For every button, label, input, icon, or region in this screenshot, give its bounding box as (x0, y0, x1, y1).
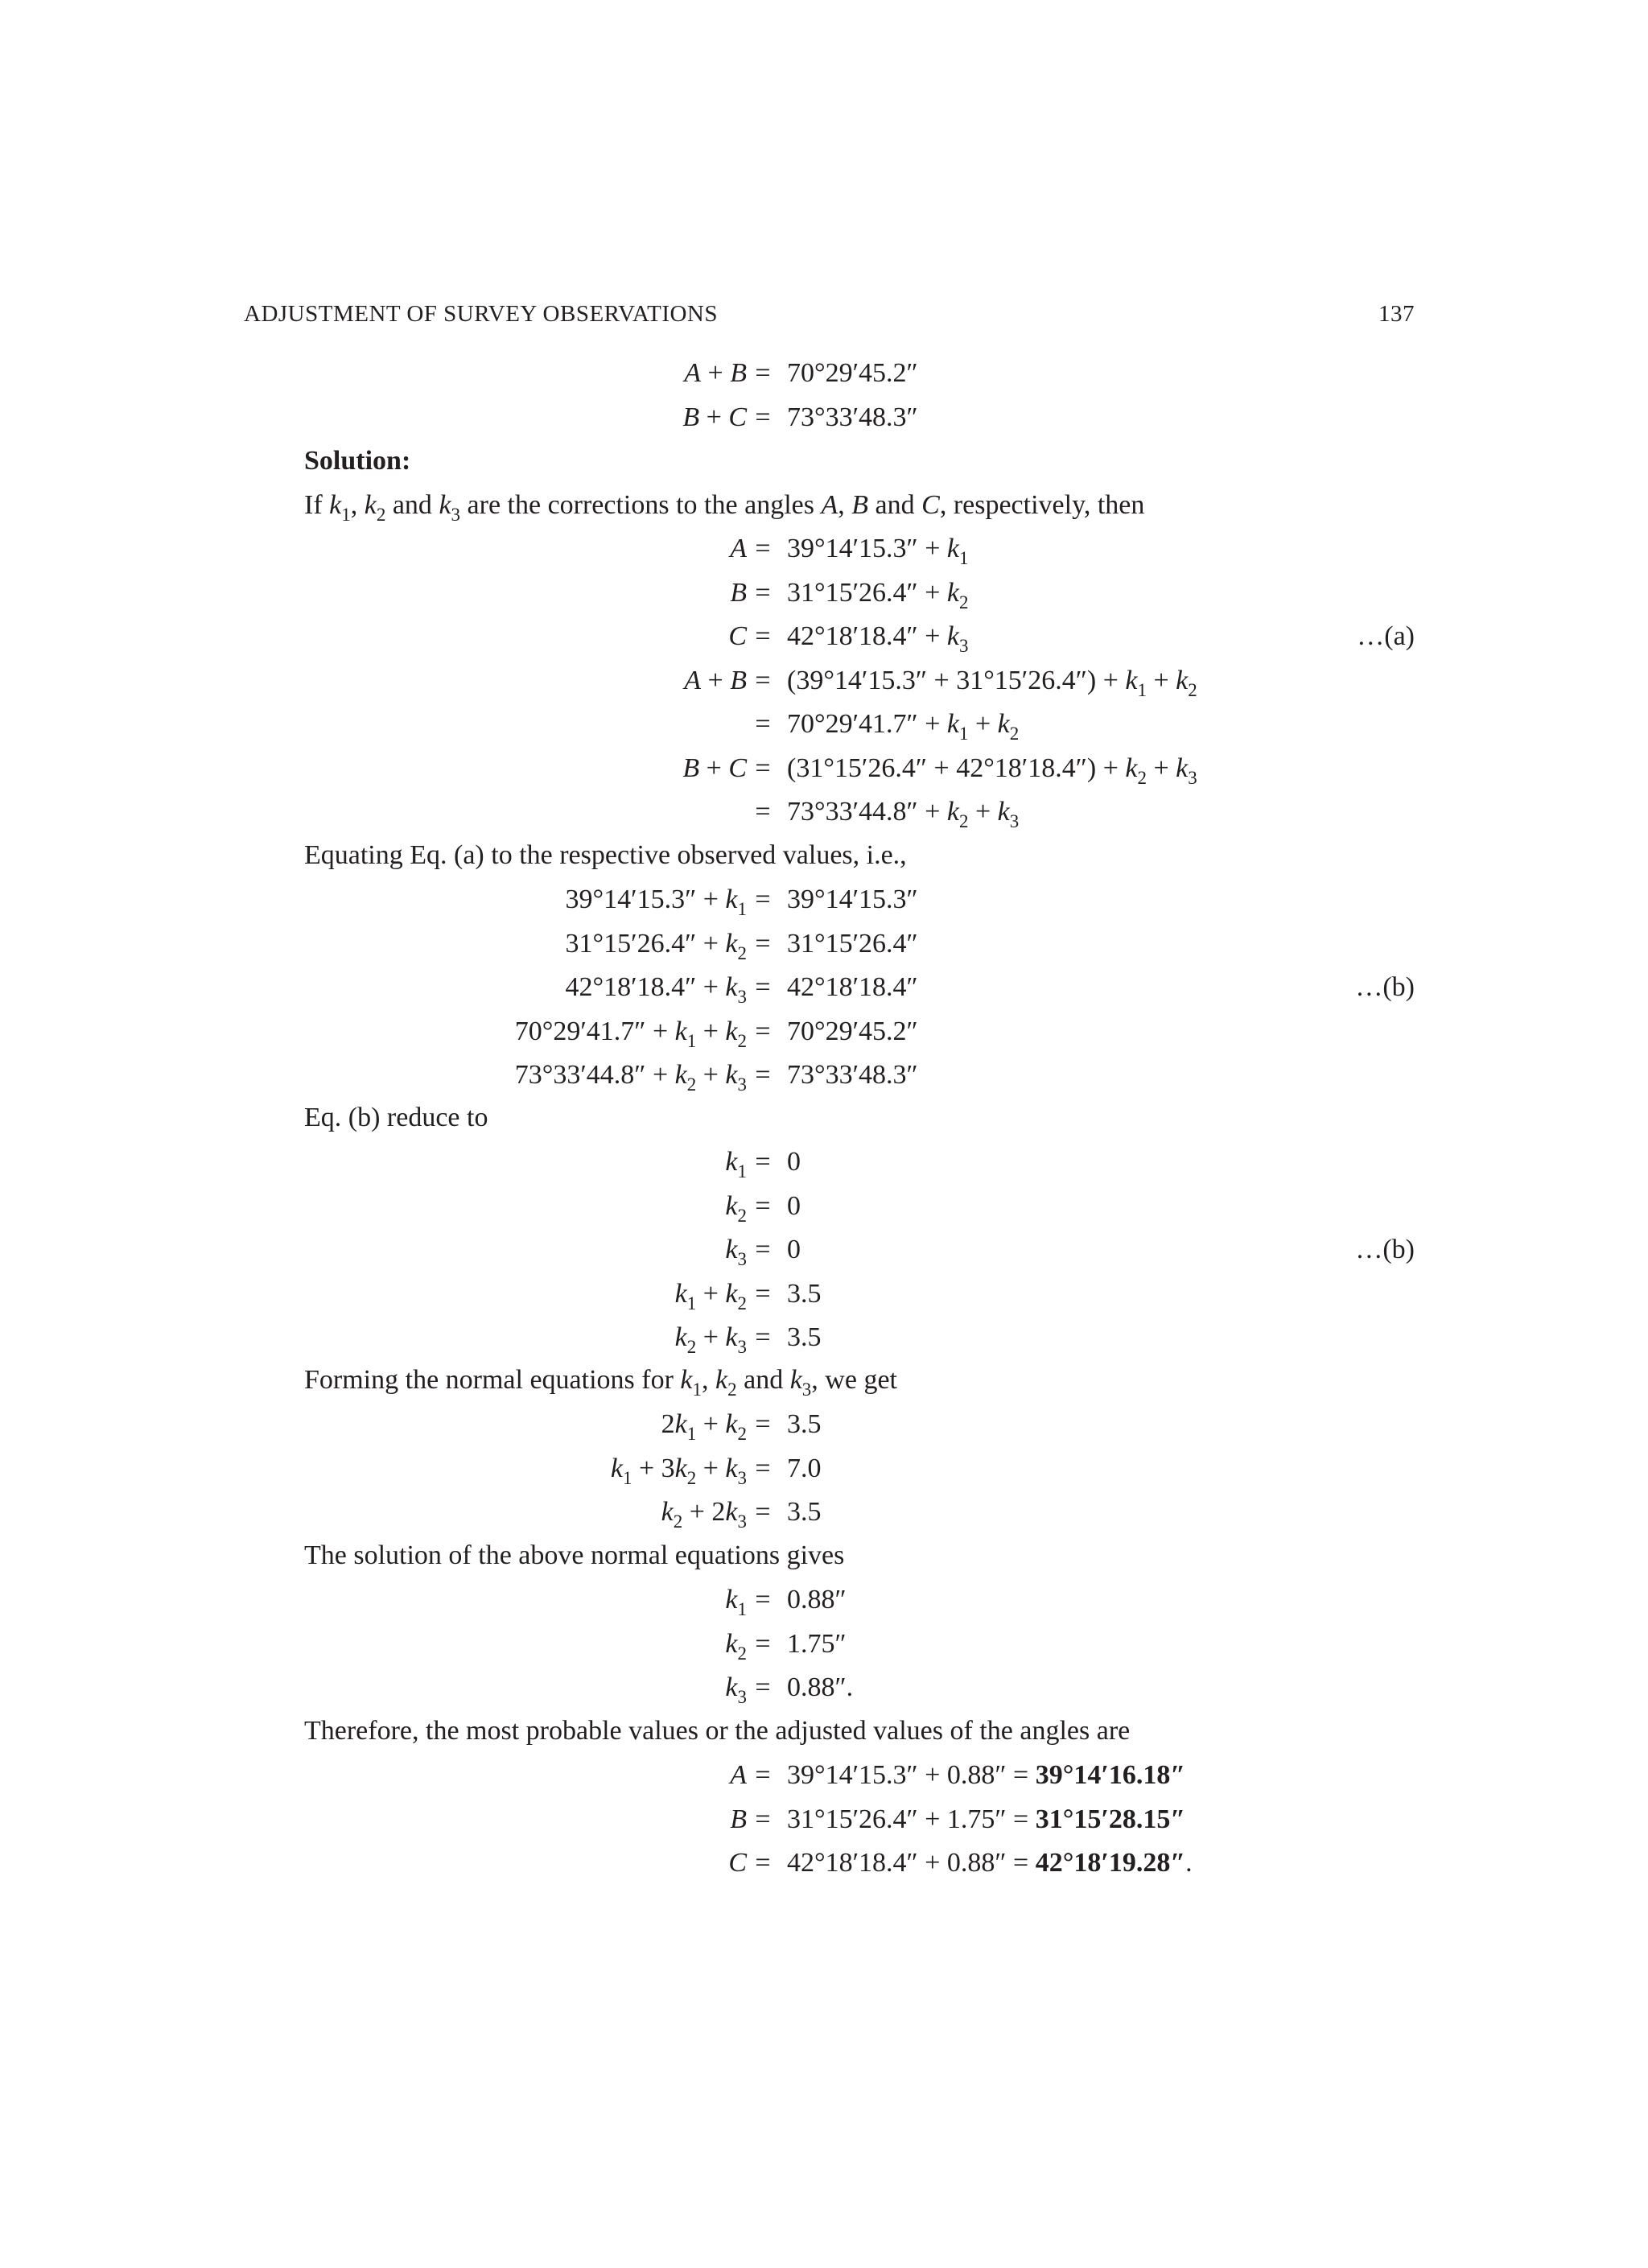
equals-sign: = (755, 1409, 771, 1439)
equals-sign: = (755, 1848, 771, 1878)
equals-sign: = (755, 1672, 771, 1702)
equation-tag: …(a) (1357, 621, 1415, 651)
equation-lhs: $k_3$ (725, 1235, 747, 1269)
equation-lhs: $k_3$ (725, 1672, 747, 1707)
equals-sign: = (755, 1235, 771, 1264)
equation-lhs: B (730, 577, 747, 608)
equals-sign: = (755, 972, 771, 1002)
equals-sign: = (755, 928, 771, 959)
equation-rhs: 31°15′26.4″ (787, 928, 918, 959)
equation-rhs: 42°18′18.4″ (787, 972, 918, 1002)
equation-rhs: 0.88″ (787, 1585, 847, 1614)
equals-sign: = (755, 1760, 771, 1790)
equation-tag: …(b) (1355, 1235, 1415, 1264)
solution-heading: Solution: (304, 446, 411, 476)
solution-paragraph: The solution of the above normal equations gives (304, 1540, 845, 1570)
normal-equations-paragraph: Forming the normal equations for $k_1$, $k_2$ and $k_3$, we get (304, 1365, 897, 1400)
equation-rhs: 3.5 (787, 1322, 822, 1352)
equals-sign: = (755, 1453, 771, 1483)
page-number: 137 (1378, 301, 1415, 327)
equals-sign: = (755, 577, 771, 608)
equation-lhs: $k_2$ (725, 1190, 747, 1226)
equals-sign: = (755, 1804, 771, 1834)
equation-rhs: 1.75″ (787, 1628, 847, 1659)
equals-sign: = (755, 1016, 771, 1046)
equation-tag: …(b) (1355, 972, 1415, 1002)
equation-lhs: B (730, 1804, 747, 1834)
equation-lhs: $39^\circ 14'15.3'' + k_1$ (565, 885, 747, 919)
equation-rhs: 3.5 (787, 1278, 822, 1309)
equals-sign: = (755, 358, 771, 388)
equation-rhs: 0 (787, 1235, 801, 1264)
equation-rhs: $39^\circ 14'15.3'' + k_1$ (787, 534, 969, 568)
equation-lhs: A + B (684, 665, 747, 695)
therefore-paragraph: Therefore, the most probable values or the adjusted values of the angles are (304, 1716, 1131, 1746)
equation-rhs: 3.5 (787, 1409, 822, 1439)
equals-sign: = (755, 1322, 771, 1352)
equation-rhs: $70^\circ 29'41.7'' + k_1 + k_2$ (787, 709, 1020, 744)
equation-lhs: $k_1$ (725, 1147, 747, 1181)
adjusted-value: 39°14′16.18″ (1035, 1760, 1186, 1790)
equation-lhs: $2k_1 + k_2$ (661, 1409, 747, 1444)
equals-sign: = (755, 1060, 771, 1090)
equals-sign: = (755, 1585, 771, 1614)
equals-sign: = (755, 1147, 771, 1177)
equation-rhs: 70°29′45.2″ (787, 1016, 918, 1046)
equation-rhs: 0 (787, 1147, 801, 1177)
equation-rhs: 70°29′45.2″ (787, 358, 918, 388)
equation-lhs: $70^\circ 29'41.7'' + k_1 + k_2$ (514, 1016, 747, 1051)
equation-rhs: $31^\circ 15'26.4'' + k_2$ (787, 577, 969, 612)
equation-rhs: 42°18′18.4″ + 0.88″ = 42°18′19.28″. (787, 1848, 1193, 1878)
equation-lhs: $31^\circ 15'26.4'' + k_2$ (565, 928, 747, 963)
equals-sign: = (755, 753, 771, 783)
equals-sign: = (755, 1190, 771, 1221)
equation-lhs: C (728, 621, 747, 651)
equals-sign: = (755, 797, 771, 827)
equals-sign: = (755, 1497, 771, 1527)
equation-lhs: $k_2 + 2k_3$ (661, 1497, 747, 1532)
adjusted-value: 42°18′19.28″ (1035, 1848, 1186, 1878)
running-title: ADJUSTMENT OF SURVEY OBSERVATIONS (244, 301, 718, 327)
equation-rhs: 73°33′48.3″ (787, 402, 918, 432)
reduce-paragraph: Eq. (b) reduce to (304, 1103, 488, 1132)
equation-rhs: 73°33′48.3″ (787, 1060, 918, 1090)
equation-lhs: $73^\circ 33'44.8'' + k_2 + k_3$ (514, 1060, 747, 1095)
adjusted-value: 31°15′28.15″ (1035, 1804, 1186, 1834)
equation-rhs: 31°15′26.4″ + 1.75″ = 31°15′28.15″ (787, 1804, 1186, 1834)
equals-sign: = (755, 665, 771, 695)
equation-lhs: A + B (684, 358, 747, 388)
equation-rhs: 0 (787, 1190, 801, 1221)
equation-lhs: $42^\circ 18'18.4'' + k_3$ (565, 972, 747, 1007)
equation-lhs: A (730, 1760, 747, 1790)
equation-rhs: $73^\circ 33'44.8'' + k_2 + k_3$ (787, 797, 1020, 831)
intro-paragraph: If $k_1$, $k_2$ and $k_3$ are the corrections to the angles A, B and C, respectively, then (304, 490, 1145, 525)
equation-lhs: $k_1 + 3k_2 + k_3$ (610, 1453, 747, 1488)
equation-lhs: B + C (682, 402, 747, 432)
equation-rhs: $(31^\circ 15'26.4'' + 42^\circ 18'18.4'') + k_2 + k_3$ (787, 753, 1197, 788)
equation-rhs: 39°14′15.3″ (787, 885, 918, 914)
equals-sign: = (755, 709, 771, 739)
equation-rhs: 3.5 (787, 1497, 822, 1527)
equals-sign: = (755, 885, 771, 914)
equals-sign: = (755, 1628, 771, 1659)
equating-paragraph: Equating Eq. (a) to the respective observed values, i.e., (304, 840, 907, 870)
equation-lhs: $k_2 + k_3$ (674, 1322, 747, 1357)
equation-lhs: $k_1 + k_2$ (674, 1278, 747, 1313)
equation-rhs: 39°14′15.3″ + 0.88″ = 39°14′16.18″ (787, 1760, 1186, 1790)
equation-rhs: $(39^\circ 14'15.3'' + 31^\circ 15'26.4'') + k_1 + k_2$ (787, 665, 1197, 700)
equals-sign: = (755, 402, 771, 432)
equals-sign: = (755, 621, 771, 651)
equation-lhs: $k_1$ (725, 1585, 747, 1619)
equation-rhs: 0.88″. (787, 1672, 854, 1702)
equation-lhs: B + C (682, 753, 747, 783)
equation-rhs: $42^\circ 18'18.4'' + k_3$ (787, 621, 969, 656)
equation-lhs: A (730, 534, 747, 563)
equals-sign: = (755, 1278, 771, 1309)
equation-lhs: $k_2$ (725, 1628, 747, 1664)
equation-lhs: C (728, 1848, 747, 1878)
equation-rhs: 7.0 (787, 1453, 822, 1483)
equals-sign: = (755, 534, 771, 563)
